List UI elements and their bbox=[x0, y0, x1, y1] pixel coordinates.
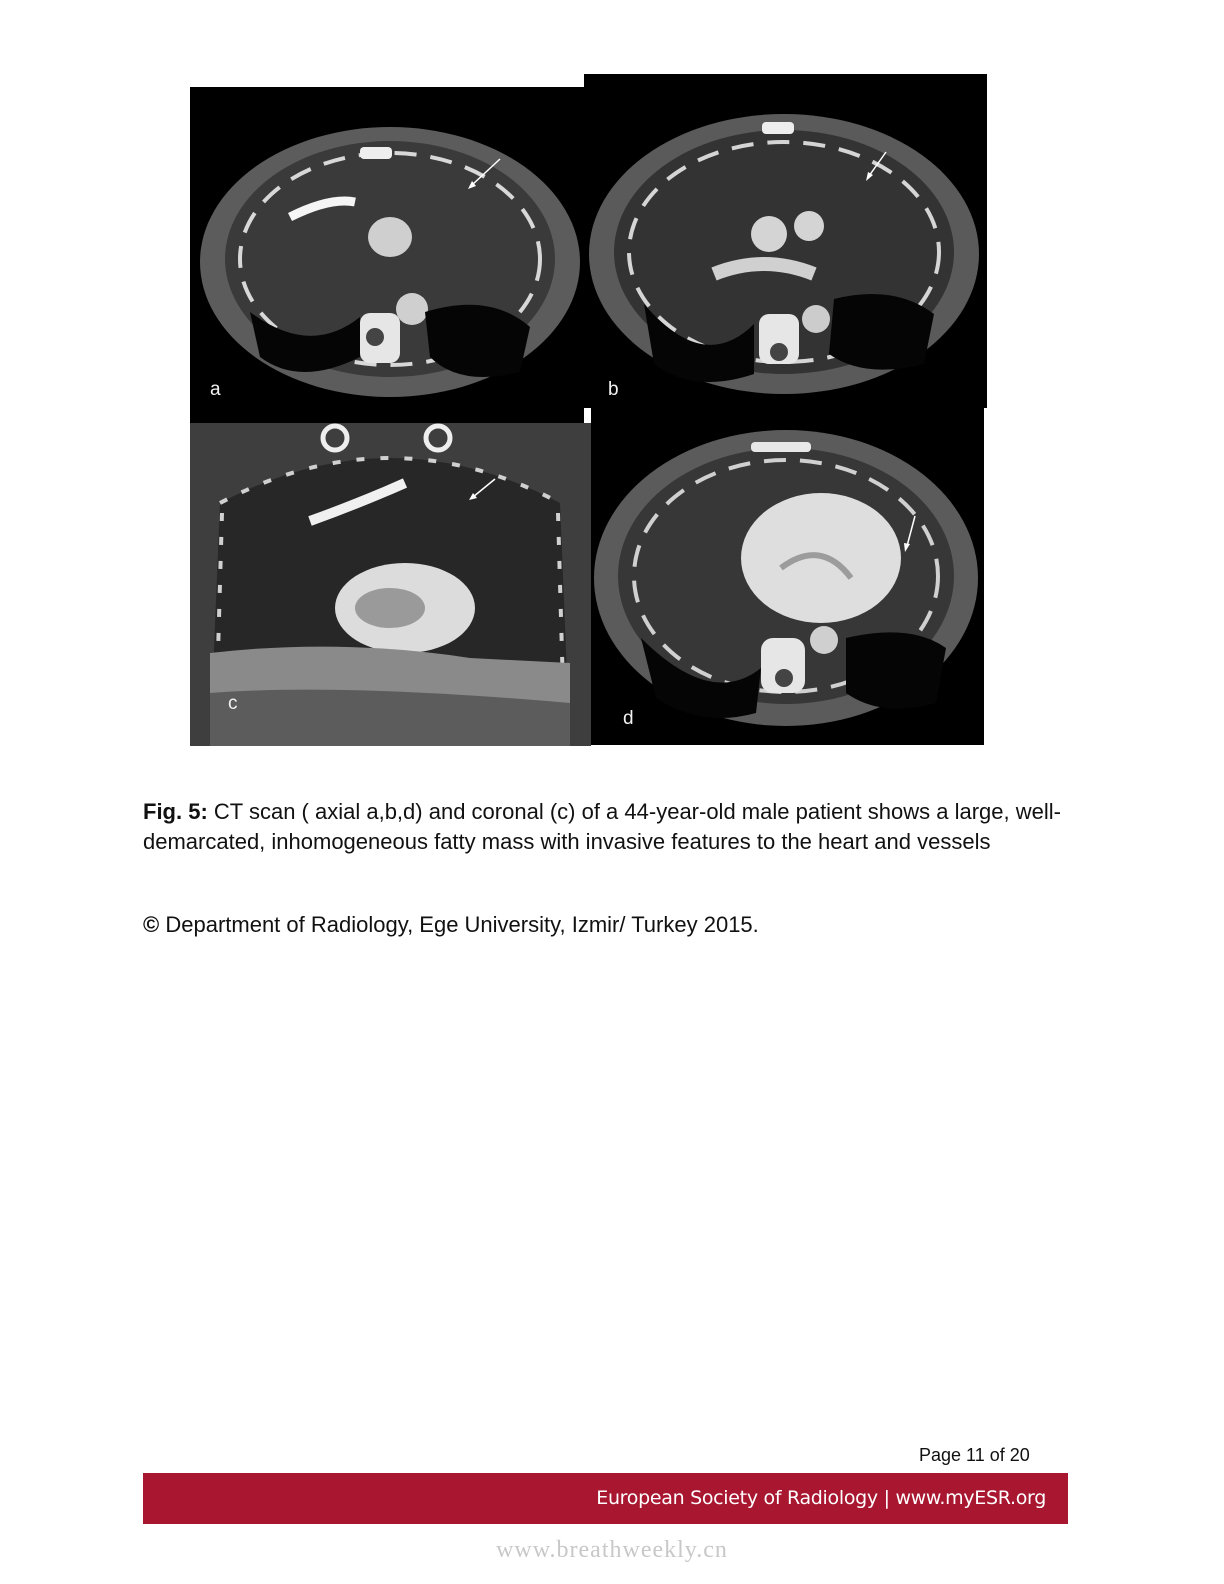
panel-label-a: a bbox=[210, 379, 221, 400]
copyright-notice bbox=[143, 910, 1061, 940]
ct-image-d bbox=[591, 408, 984, 745]
panel-label-c: c bbox=[228, 693, 238, 714]
page-number: Page 11 of 20 bbox=[919, 1445, 1030, 1465]
copyright-symbol: © bbox=[143, 912, 160, 937]
footer-bar bbox=[143, 1473, 1068, 1524]
figure-caption bbox=[143, 797, 1061, 857]
ct-image-c bbox=[190, 423, 591, 746]
caption-text: CT scan ( axial a,b,d) and coronal (c) of a 44-year-old male patient shows a large, well-demarcated, inhomogeneous fatty mass with invasive features to the heart and vessels bbox=[143, 799, 1061, 854]
ct-image-a bbox=[190, 87, 584, 423]
copyright-text: Department of Radiology, Ege University, Izmir/ Turkey 2015. bbox=[165, 912, 759, 937]
ct-image-b bbox=[584, 74, 987, 408]
caption-prefix: Fig. 5: bbox=[143, 799, 208, 824]
ct-panel-a bbox=[190, 87, 584, 423]
panel-label-d: d bbox=[623, 708, 634, 729]
ct-panel-b bbox=[584, 74, 987, 408]
watermark: www.breathweekly.cn bbox=[496, 1537, 728, 1563]
ct-panel-d bbox=[591, 408, 984, 745]
panel-label-b: b bbox=[608, 379, 619, 400]
footer-text: European Society of Radiology | www.myESR.org bbox=[596, 1487, 1046, 1509]
ct-panel-c bbox=[190, 423, 591, 746]
